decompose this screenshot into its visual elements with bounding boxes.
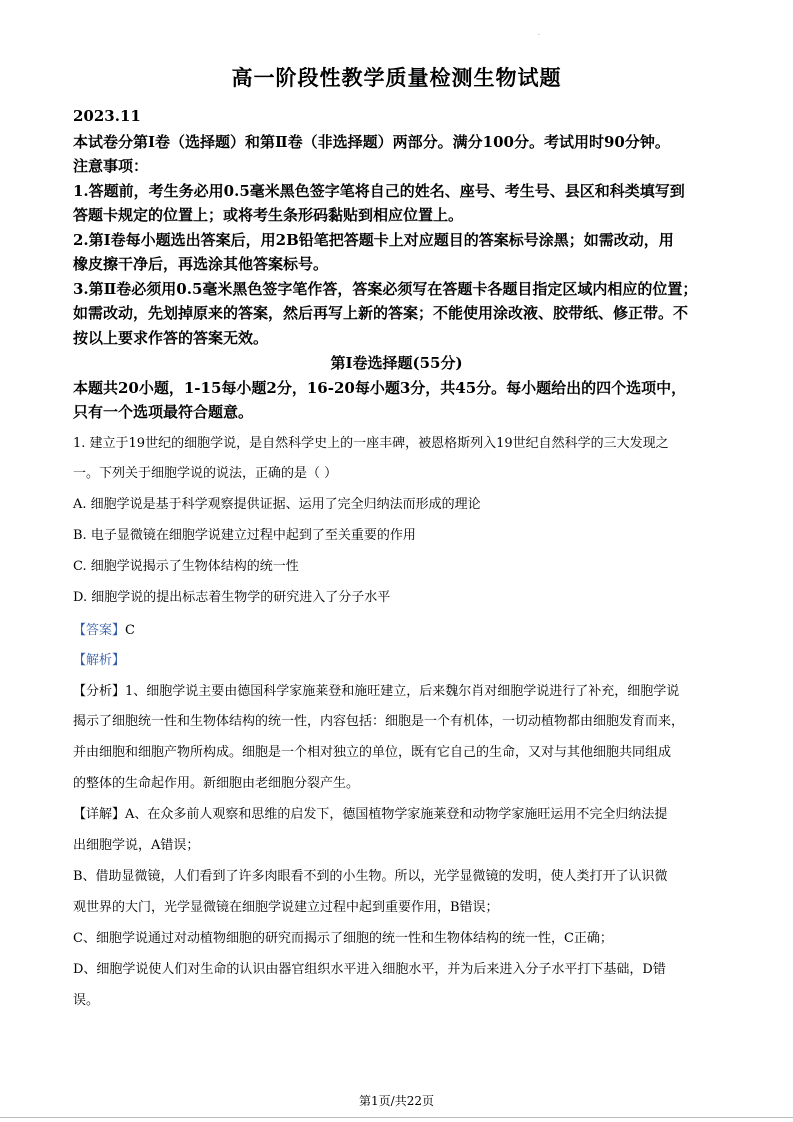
detail-line-1: 【详解】A、在众多前人观察和思维的启发下，德国植物学家施莱登和动物学家施旺运用不完全归纳法提 bbox=[73, 807, 668, 822]
note-3-line-2: 如需改动，先划掉原来的答案，然后再写上新的答案；不能使用涂改液、胶带纸、修正带。不 bbox=[73, 304, 689, 322]
question-1-option-d: D. 细胞学说的提出标志着生物学的研究进入了分子水平 bbox=[73, 590, 391, 605]
notes-label: 注意事项： bbox=[73, 157, 149, 175]
answer-value: C bbox=[125, 623, 135, 638]
header-dot: . bbox=[538, 30, 540, 37]
detail-line-5: C、细胞学说通过对动植物细胞的研究而揭示了细胞的统一性和生物体结构的统一性，C正确； bbox=[73, 931, 613, 946]
page-number: 第1页/共22页 bbox=[359, 1094, 434, 1108]
detail-line-6: D、细胞学说使人们对生命的认识由器官组织水平进入细胞水平，并为后来进入分子水平打下基础，D错 bbox=[73, 962, 666, 977]
section-desc-line-1: 本题共20小题，1-15每小题2分，16-20每小题3分，共45分。每小题给出的四个选项中， bbox=[73, 379, 687, 397]
note-1-line-2: 答题卡规定的位置上；或将考生条形码黏贴到相应位置上。 bbox=[73, 206, 464, 224]
question-1-option-b: B. 电子显微镜在细胞学说建立过程中起到了至关重要的作用 bbox=[73, 528, 416, 543]
note-3-line-3: 按以上要求作答的答案无效。 bbox=[73, 329, 269, 347]
question-1-option-a: A. 细胞学说是基于科学观察提供证据、运用了完全归纳法而形成的理论 bbox=[73, 497, 481, 512]
question-1-stem-line-2: 一。下列关于细胞学说的说法，正确的是（ ） bbox=[73, 466, 338, 481]
detail-line-3: B、借助显微镜，人们看到了许多肉眼看不到的小生物。所以，光学显微镜的发明，使人类打开了认识微 bbox=[73, 869, 668, 884]
exam-title: 高一阶段性教学质量检测生物试题 bbox=[231, 66, 562, 90]
note-1-line-1: 1.答题前，考生务必用0.5毫米黑色签字笔将自己的姓名、座号、考生号、县区和科类填写到 bbox=[73, 182, 685, 200]
note-2-line-1: 2.第Ⅰ卷每小题选出答案后，用2B铅笔把答题卡上对应题目的答案标号涂黑；如需改动，用 bbox=[73, 231, 674, 249]
analysis-line-1: 【分析】1、细胞学说主要由德国科学家施莱登和施旺建立，后来魏尔肖对细胞学说进行了补充，细胞学说 bbox=[73, 684, 680, 699]
section-desc-line-2: 只有一个选项最符合题意。 bbox=[73, 403, 254, 421]
intro-line-1: 本试卷分第Ⅰ卷（选择题）和第Ⅱ卷（非选择题）两部分。满分100分。考试用时90分钟。 bbox=[73, 133, 670, 151]
section-heading: 第Ⅰ卷选择题(55分) bbox=[330, 354, 463, 372]
exam-date: 2023.11 bbox=[73, 107, 141, 125]
analysis-line-4: 的整体的生命起作用。新细胞由老细胞分裂产生。 bbox=[73, 776, 360, 791]
note-3-line-1: 3.第Ⅱ卷必须用0.5毫米黑色签字笔作答，答案必须写在答题卡各题目指定区域内相应的位置； bbox=[73, 280, 698, 298]
note-2-line-2: 橡皮擦干净后，再选涂其他答案标号。 bbox=[73, 255, 329, 273]
detail-line-4: 观世界的大门，光学显微镜在细胞学说建立过程中起到重要作用，B错误； bbox=[73, 900, 499, 915]
analysis-label: 【解析】 bbox=[73, 653, 126, 668]
answer-row bbox=[73, 619, 135, 638]
analysis-line-2: 揭示了细胞统一性和生物体结构的统一性，内容包括：细胞是一个有机体，一切动植物都由细胞发育而来， bbox=[73, 714, 685, 729]
analysis-line-3: 并由细胞和细胞产物所构成。细胞是一个相对独立的单位，既有它自己的生命，又对与其他细胞共同组成 bbox=[73, 745, 672, 760]
answer-label: 【答案】 bbox=[73, 623, 126, 638]
question-1-option-c: C. 细胞学说揭示了生物体结构的统一性 bbox=[73, 559, 299, 574]
detail-line-2: 出细胞学说，A错误； bbox=[73, 838, 200, 853]
detail-line-7: 误。 bbox=[73, 993, 100, 1008]
question-1-stem-line-1: 1. 建立于19世纪的细胞学说，是自然科学史上的一座丰碑，被恩格斯列入19世纪自然科学的三大发现之 bbox=[73, 436, 669, 451]
footer-divider bbox=[0, 1117, 793, 1118]
